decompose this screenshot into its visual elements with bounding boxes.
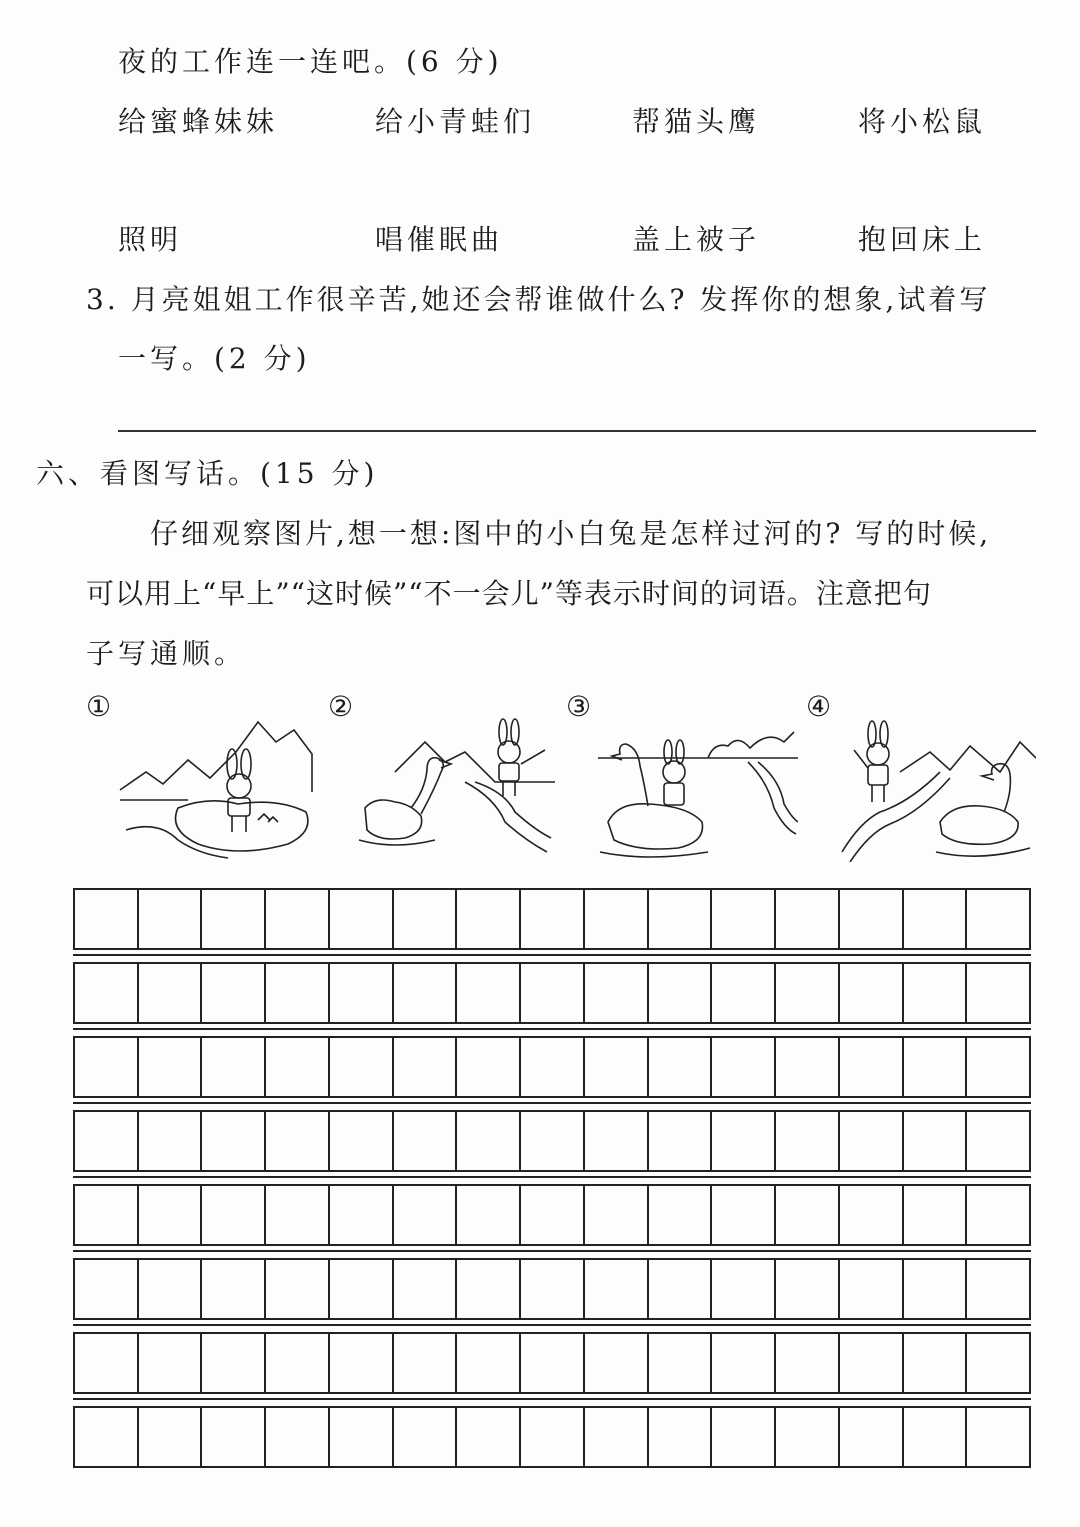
- section6-line-1: 仔细观察图片,想一想:图中的小白兔是怎样过河的? 写的时候,: [150, 517, 992, 550]
- match-top-4[interactable]: 将小松鼠: [858, 105, 987, 138]
- match-bottom-4[interactable]: 抱回床上: [858, 223, 987, 256]
- writing-grid[interactable]: [73, 888, 1031, 1480]
- match-bottom-1[interactable]: 照明: [118, 223, 183, 256]
- picture-number-1: ①: [86, 690, 112, 723]
- q3-line-2: 一写。(2 分): [118, 342, 311, 375]
- picture-3-rabbit-riding-goose: [598, 712, 798, 862]
- section6-line-3: 子写通顺。: [86, 637, 247, 670]
- grid-row[interactable]: [73, 962, 1031, 1024]
- picture-2-goose-and-rabbit: [355, 712, 555, 862]
- grid-row[interactable]: [73, 1258, 1031, 1320]
- picture-1-rabbit-at-river: [118, 712, 314, 862]
- picture-number-3: ③: [566, 690, 592, 723]
- grid-row[interactable]: [73, 1184, 1031, 1246]
- q3-answer-line[interactable]: [118, 430, 1036, 432]
- grid-row[interactable]: [73, 888, 1031, 950]
- match-bottom-3[interactable]: 盖上被子: [632, 223, 761, 256]
- section6-line-2: 可以用上“早上”“这时候”“不一会儿”等表示时间的词语。注意把句: [86, 577, 932, 610]
- picture-number-4: ④: [806, 690, 832, 723]
- match-bottom-2[interactable]: 唱催眠曲: [375, 223, 504, 256]
- q2-instruction-tail: 夜的工作连一连吧。(6 分): [118, 45, 503, 78]
- grid-row[interactable]: [73, 1110, 1031, 1172]
- grid-row[interactable]: [73, 1406, 1031, 1468]
- match-top-3[interactable]: 帮猫头鹰: [632, 105, 761, 138]
- match-top-2[interactable]: 给小青蛙们: [375, 105, 536, 138]
- picture-number-2: ②: [328, 690, 354, 723]
- picture-4-rabbit-waving-goodbye: [840, 712, 1036, 862]
- grid-row[interactable]: [73, 1332, 1031, 1394]
- section6-title: 六、看图写话。(15 分): [36, 457, 379, 490]
- q3-line-1: 3. 月亮姐姐工作很辛苦,她还会帮谁做什么? 发挥你的想象,试着写: [86, 283, 991, 316]
- match-top-1[interactable]: 给蜜蜂妹妹: [118, 105, 279, 138]
- grid-row[interactable]: [73, 1036, 1031, 1098]
